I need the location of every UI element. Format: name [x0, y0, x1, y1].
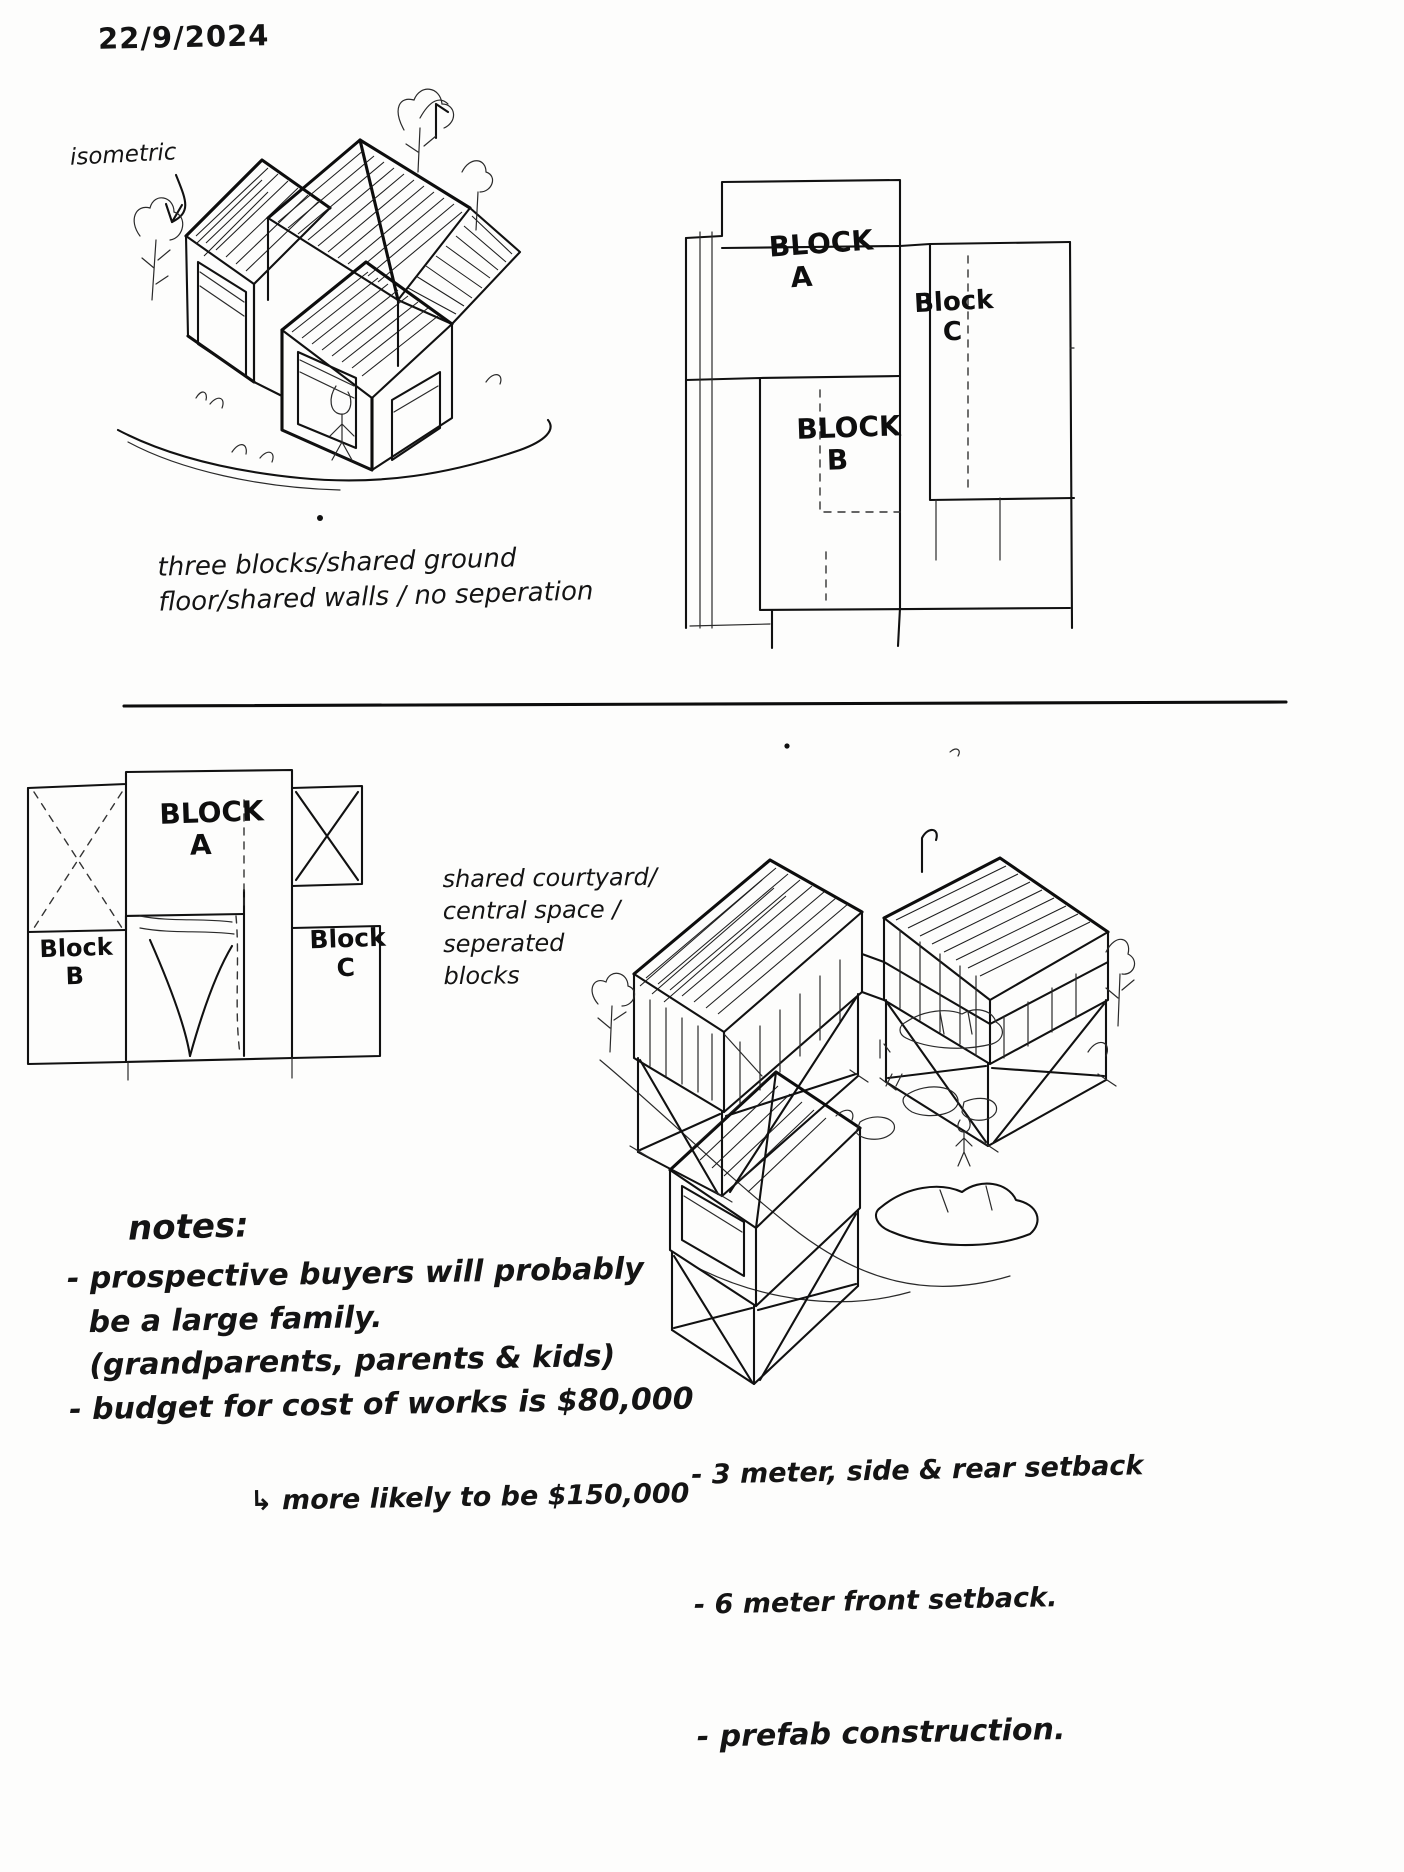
notes-right-list [689, 1358, 1151, 1847]
notes-heading: notes: [127, 1205, 250, 1249]
isometric-label: isometric [69, 139, 178, 171]
note-setback-side-rear: - 3 meter, side & rear setback [690, 1450, 1144, 1492]
note-setback-front: - 6 meter front setback. [693, 1582, 1058, 1621]
note-prefab: - prefab construction. [696, 1711, 1066, 1755]
notes-left-list: - prospective buyers will probably be a large family. (grandparents, parents & kids) - budget for cost of works is $80,000 [66, 1251, 694, 1427]
caption-shared-courtyard: shared courtyard/ central space / seperated blocks [442, 862, 658, 991]
plan-label-block-c-bottom: Block C [308, 922, 387, 984]
plan-label-block-a-top: BLOCK A [767, 223, 875, 296]
plan-label-block-b-bottom: Block B [39, 932, 114, 991]
plan-label-block-a-bottom: BLOCK A [158, 794, 265, 863]
isometric-house-sketch [118, 89, 551, 521]
plan-label-block-c-top: Block C [913, 284, 995, 349]
sketch-date: 22/9/2024 [97, 18, 270, 56]
plan-label-block-b-top: BLOCK B [795, 409, 902, 478]
section-divider [124, 702, 1286, 706]
caption-top-blocks: three blocks/shared ground floor/shared walls / no seperation [157, 543, 594, 618]
notes-budget-revision: ↳ more likely to be $150,000 [249, 1478, 690, 1517]
